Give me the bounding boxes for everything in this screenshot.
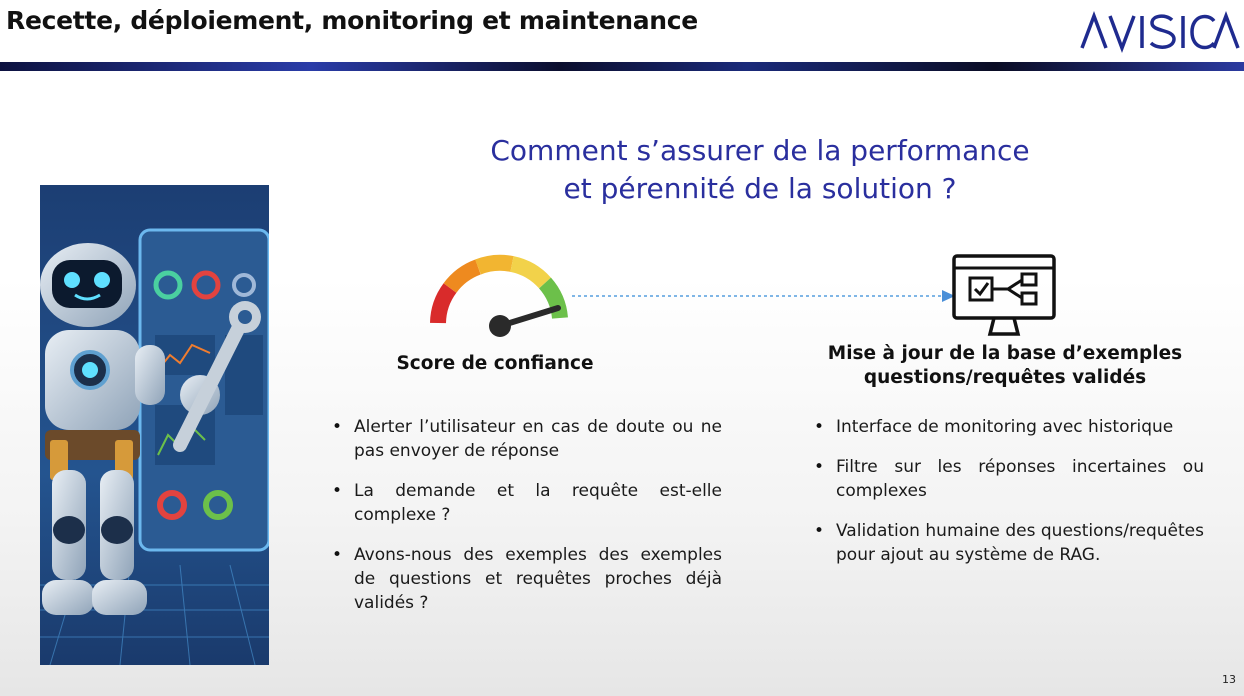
- list-item: • Filtre sur les réponses incertaines ou complexes: [824, 455, 1204, 503]
- slide-header: [0, 0, 1244, 62]
- page-number: 13: [1222, 673, 1236, 686]
- right-title-line-1: Mise à jour de la base d’exemples: [827, 343, 1183, 364]
- company-logo: [1080, 8, 1240, 54]
- speedometer-gauge-icon: [420, 248, 580, 348]
- robot-illustration: [40, 185, 269, 665]
- slide-title: Recette, déploiement, monitoring et maintenance: [6, 6, 698, 35]
- avisia-logo-icon: [1080, 8, 1240, 54]
- right-column-title: [810, 342, 1200, 390]
- left-bullet-list: [342, 415, 722, 631]
- list-item: • Interface de monitoring avec historique: [824, 415, 1204, 439]
- main-question: [420, 132, 1100, 208]
- question-line-2: et pérennité de la solution ?: [563, 172, 957, 205]
- list-item: • Validation humaine des questions/requêtes pour ajout au système de RAG.: [824, 519, 1204, 567]
- dashed-arrow-icon: [572, 288, 957, 302]
- list-item: • Alerter l’utilisateur en cas de doute ou ne pas envoyer de réponse: [342, 415, 722, 463]
- left-column-title: Score de confiance: [396, 353, 594, 374]
- right-bullet-list: [824, 415, 1204, 583]
- header-banner: [0, 62, 1244, 71]
- list-item: • Avons-nous des exemples des exemples de questions et requêtes proches déjà validés ?: [342, 543, 722, 615]
- question-line-1: Comment s’assurer de la performance: [490, 134, 1030, 167]
- list-item: • La demande et la requête est-elle complexe ?: [342, 479, 722, 527]
- right-title-line-2: questions/requêtes validés: [863, 367, 1147, 388]
- monitor-workflow-icon: [950, 252, 1058, 340]
